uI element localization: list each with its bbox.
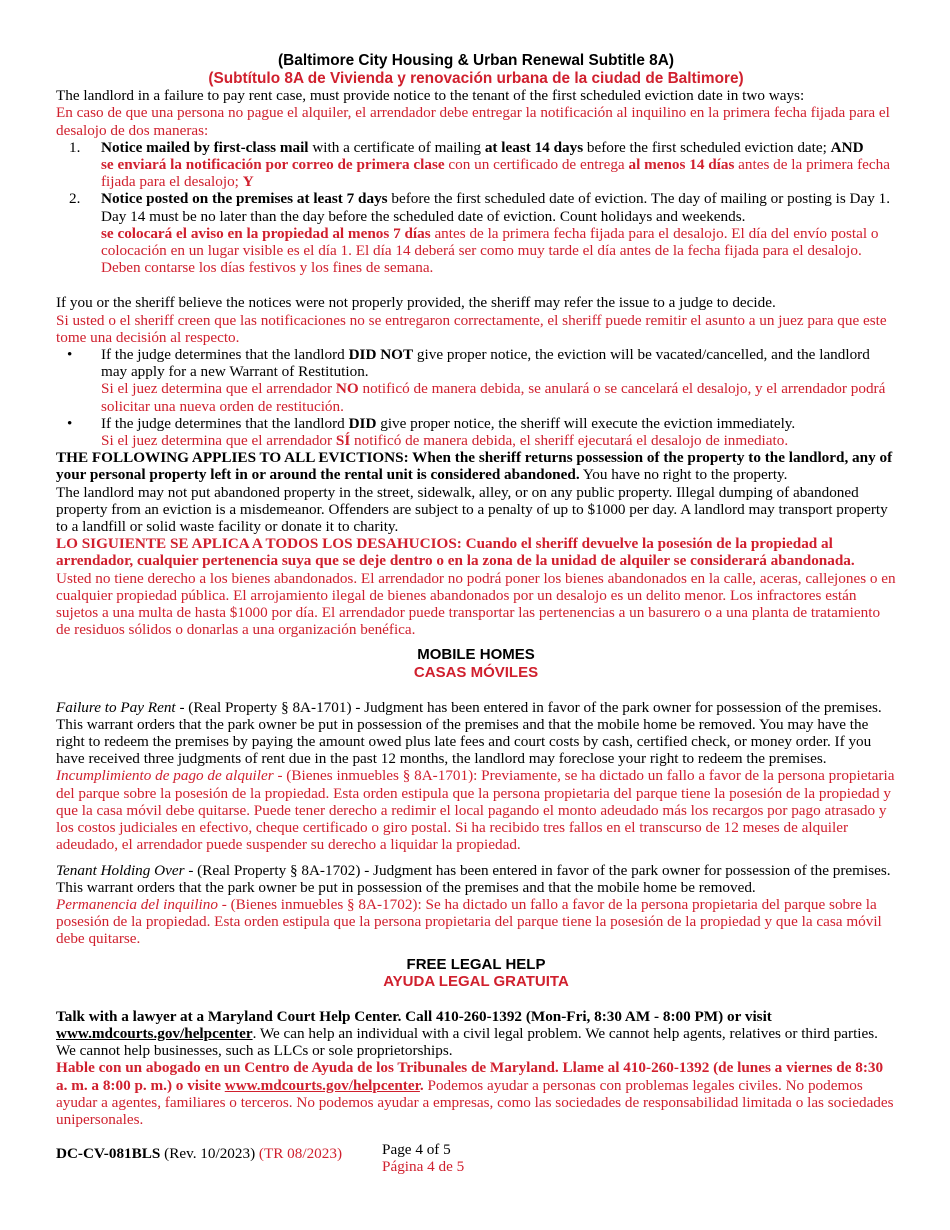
form-id: DC-CV-081BLS (Rev. 10/2023) (TR 08/2023) <box>56 1145 343 1162</box>
notice-item-2 <box>56 190 896 276</box>
legal-help-title-es: AYUDA LEGAL GRATUITA <box>383 973 569 991</box>
notice-intro-es: En caso de que una persona no pague el alquiler, el arrendador debe entregar la notificación al inquilino en la primera fecha fijada para el desalojo de dos maneras: <box>56 104 890 139</box>
page-footer <box>56 1141 896 1181</box>
judge-bullet-2-es: Si el juez determina que el arrendador SÍ notificó de manera debida, el sheriff ejecutará el desalojo de inmediato. <box>101 432 789 450</box>
judge-bullet-1-en: If the judge determines that the landlord DID NOT give proper notice, the eviction will be vacated/cancelled, and the landlord may apply for a new Warrant of Restitution. <box>101 346 870 381</box>
sheriff-paragraph-es: Si usted o el sheriff creen que las notificaciones no se entregaron correctamente, el sheriff puede remitir el asunto a un juez para que este tome una decisión al respecto. <box>56 311 887 346</box>
legal-help-heading <box>56 956 896 991</box>
mobile-homes-title-es: CASAS MÓVILES <box>413 664 539 682</box>
helpcenter-link-es[interactable]: www.mdcourts.gov/helpcenter <box>224 1076 420 1094</box>
judge-bullet-2-en: If the judge determines that the landlord DID give proper notice, the sheriff will execute the eviction immediately. <box>101 414 796 432</box>
mobile-homes-heading <box>56 646 896 681</box>
legal-help-es: Hable con un abogado en un Centro de Ayuda de los Tribunales de Maryland. Llame al 410-260-1392 (de lunes a viernes de 8:30 a. m. a 8:00 p. m.) o visite www.mdcourts.gov/helpcenter. Podemos ayudar a personas con problemas legales civiles. No podemos ayudar a agentes, familiares o terceros. No podemos ayudar a empresas, como las sociedades de responsabilidad limitada o las sociedades unipersonales. <box>56 1059 894 1128</box>
document-page <box>56 52 896 1128</box>
page-header <box>56 52 896 87</box>
notice-item-1 <box>56 139 896 191</box>
judge-bullet-not-proper <box>56 346 896 415</box>
item-number: 2. <box>69 190 81 208</box>
notice-item-2-es: se colocará el aviso en la propiedad al menos 7 días antes de la primera fecha fijada para el desalojo. El día del envío postal o colocación en un lugar visible es el día 1. El día 14 deberá ser como muy tarde el día antes de la fecha fijada para el desalojo. Deben contarse los días festivos y los fines de semana. <box>101 224 879 277</box>
tenant-holding-over-en: Tenant Holding Over - (Real Property § 8A-1702) - Judgment has been entered in favor of the park owner for possession of the premises. This warrant orders that the park owner be put in possession of the premises and that the mobile home be removed. <box>56 861 891 896</box>
bullet-icon: • <box>67 346 73 364</box>
legal-help-title-en: FREE LEGAL HELP <box>406 955 546 973</box>
abandoned-property-en: The landlord may not put abandoned property in the street, sidewalk, alley, or on any public property. Illegal dumping of abandoned property from an eviction is a misdemeanor. Offenders are subject to a penalty of up to $1000 per day. A landlord may transport property to a landfill or solid waste facility or donate it to charity. <box>56 483 888 536</box>
failure-to-pay-rent-en: Failure to Pay Rent - (Real Property § 8A-1701) - Judgment has been entered in favor of the park owner for possession of the premises. This warrant orders that the park owner be put in possession of the premises and that the mobile home be removed. You may have the right to redeem the premises by paying the amount owed plus late fees and court costs by cash, certified check, or money order. If you have received three judgments of rent due in the past 12 months, the landlord may foreclose your right to redeem the premises. <box>56 698 882 768</box>
header-title-en: (Baltimore City Housing & Urban Renewal Subtitle 8A) <box>278 52 674 69</box>
all-evictions-es: LO SIGUIENTE SE APLICA A TODOS LOS DESAHUCIOS: Cuando el sheriff devuelve la posesión de la propiedad al arrendador, cualquier pertenencia suya que se deje dentro o en la zona de la unidad de alquiler se considerará abandonada. <box>56 535 855 570</box>
tenant-holding-over-es: Permanencia del inquilino - (Bienes inmuebles § 8A-1702): Se ha dictado un fallo a favor de la persona propietaria del parque sobre la posesión de la propiedad. Esta orden estipula que la persona propietaria del parque tiene la posesión de la propiedad y que la casa móvil debe quitarse. <box>56 895 882 948</box>
mobile-homes-title-en: MOBILE HOMES <box>417 646 535 664</box>
judge-bullet-1-es: Si el juez determina que el arrendador NO notificó de manera debida, se anulará o se cancelará el desalojo, y el arrendador podrá solicitar una nueva orden de restitución. <box>101 380 886 415</box>
bullet-icon: • <box>67 414 73 432</box>
header-title-es: (Subtítulo 8A de Vivienda y renovación urbana de la ciudad de Baltimore) <box>208 69 744 87</box>
sheriff-paragraph-en: If you or the sheriff believe the notices were not properly provided, the sheriff may refer the issue to a judge to decide. <box>56 294 776 312</box>
page-number: Page 4 of 5 Página 4 de 5 <box>382 1141 465 1175</box>
notice-item-2-en: Notice posted on the premises at least 7 days before the first scheduled date of eviction. The day of mailing or posting is Day 1. Day 14 must be no later than the day before the scheduled date of eviction. Count holidays and weekends. <box>101 190 891 225</box>
notice-intro-en: The landlord in a failure to pay rent case, must provide notice to the tenant of the first scheduled eviction date in two ways: <box>56 87 805 105</box>
failure-to-pay-rent-es: Incumplimiento de pago de alquiler - (Bienes inmuebles § 8A-1701): Previamente, se ha dictado un fallo a favor de la persona propietaria del parque sobre la posesión de la propiedad. Esta orden estipula que la persona propietaria del parque tiene la posesión de la propiedad y que la casa móvil debe quitarse. Puede tener derecho a redimir el local pagando el monto adeudado más los recargos por pago atrasado y los costos judiciales en efectivo, cheque certificado o giro postal. Si ha recibido tres fallos en el transcurso de 12 meses de alquiler adeudado, el arrendador puede suspender su derecho a liquidar la propiedad. <box>56 767 895 854</box>
legal-help-en: Talk with a lawyer at a Maryland Court Help Center. Call 410-260-1392 (Mon-Fri, 8:30 AM - 8:00 PM) or visit www.mdcourts.gov/helpcenter. We can help an individual with a civil legal problem. We cannot help agents, relatives or third parties. We cannot help businesses, such as LLCs or sole proprietorships. <box>56 1007 878 1060</box>
item-number: 1. <box>69 138 81 156</box>
notice-item-1-en: Notice mailed by first-class mail with a certificate of mailing at least 14 days before the first scheduled eviction date; AND <box>101 138 864 156</box>
notice-item-1-es: se enviará la notificación por correo de primera clase con un certificado de entrega al menos 14 días antes de la primera fecha fijada para el desalojo; Y <box>101 156 890 191</box>
all-evictions-en: THE FOLLOWING APPLIES TO ALL EVICTIONS: When the sheriff returns possession of the property to the landlord, any of your personal property left in or around the rental unit is considered abandoned. You have no right to the property. <box>56 449 893 484</box>
judge-bullet-proper <box>56 415 896 449</box>
abandoned-property-es: Usted no tiene derecho a los bienes abandonados. El arrendador no podrá poner los bienes abandonados en la calle, aceras, callejones o en cualquier propiedad pública. El arrojamiento ilegal de bienes abandonados por un desalojo es un delito menor. Los infractores están sujetos a una multa de hasta $1000 por día. El arrendador puede transportar las pertenencias a un basurero o a una planta de tratamiento de residuos sólidos o donarlas a una organización benéfica. <box>56 569 896 639</box>
helpcenter-link[interactable]: www.mdcourts.gov/helpcenter <box>56 1024 253 1042</box>
